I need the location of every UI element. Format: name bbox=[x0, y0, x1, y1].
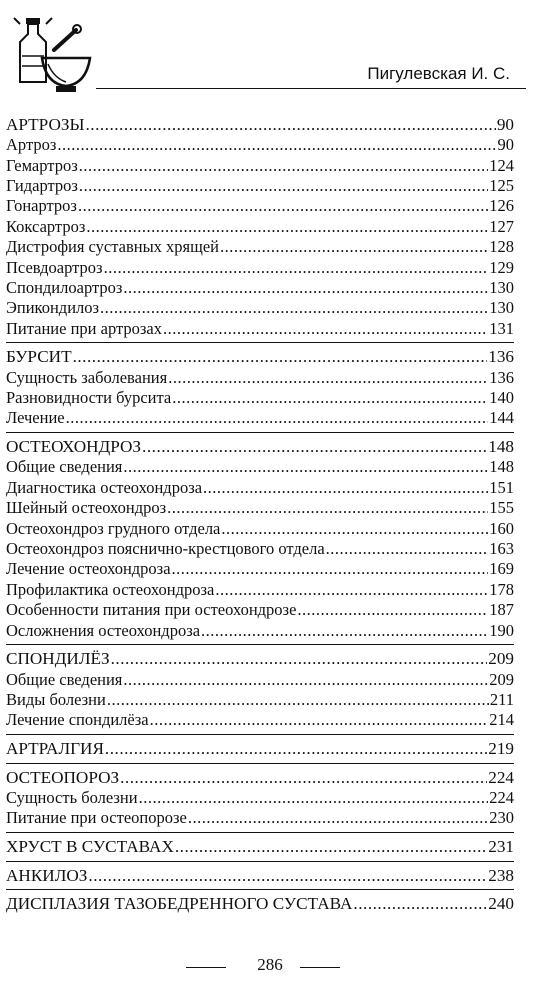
toc-entry bbox=[6, 135, 514, 155]
toc-entry bbox=[6, 519, 514, 539]
dot-leader bbox=[297, 600, 488, 620]
toc-section-entry bbox=[6, 436, 514, 457]
toc-entry bbox=[6, 621, 514, 641]
dot-leader bbox=[188, 808, 488, 828]
toc-entry bbox=[6, 457, 514, 477]
toc-entry-title: Лечение bbox=[6, 408, 65, 428]
dot-leader bbox=[163, 319, 488, 339]
toc-entry-page: 136 bbox=[488, 347, 514, 367]
toc-entry bbox=[6, 388, 514, 408]
toc-entry-page: 178 bbox=[489, 579, 514, 599]
toc-entry bbox=[6, 298, 514, 318]
header-rule bbox=[96, 88, 526, 89]
toc-entry-page: 155 bbox=[489, 498, 514, 518]
toc-entry-title: Артроз bbox=[6, 135, 57, 155]
dot-leader bbox=[105, 738, 487, 759]
dot-leader bbox=[175, 836, 487, 857]
toc-entry bbox=[6, 690, 514, 710]
toc-entry-page: 187 bbox=[489, 600, 514, 620]
dot-leader bbox=[57, 135, 496, 155]
page-header bbox=[0, 0, 540, 100]
toc-entry bbox=[6, 258, 514, 278]
toc-section-entry bbox=[6, 836, 514, 857]
toc-entry-title: СПОНДИЛЁЗ bbox=[6, 649, 110, 669]
toc-entry bbox=[6, 670, 514, 690]
dot-leader bbox=[201, 621, 488, 641]
section-divider bbox=[6, 734, 514, 735]
dot-leader bbox=[168, 368, 488, 388]
toc-entry bbox=[6, 408, 514, 428]
toc-entry bbox=[6, 176, 514, 196]
toc-entry-page: 209 bbox=[489, 669, 514, 689]
dot-leader bbox=[142, 436, 487, 457]
section-divider bbox=[6, 763, 514, 764]
dot-leader bbox=[215, 580, 488, 600]
toc-entry-page: 151 bbox=[489, 477, 514, 497]
toc-section-entry bbox=[6, 767, 514, 788]
toc-section-entry bbox=[6, 648, 514, 669]
footer-rule-left bbox=[186, 967, 226, 968]
toc-entry-title: АРТРАЛГИЯ bbox=[6, 739, 104, 759]
toc-entry-page: 130 bbox=[489, 277, 514, 297]
toc-section-entry bbox=[6, 114, 514, 135]
author-name: Пигулевская И. С. bbox=[367, 64, 510, 83]
dot-leader bbox=[123, 670, 488, 690]
toc-entry-title: АНКИЛОЗ bbox=[6, 865, 88, 885]
toc-entry-title: ДИСПЛАЗИЯ ТАЗОБЕДРЕННОГО СУСТАВА bbox=[6, 894, 353, 914]
toc-entry-page: 231 bbox=[488, 837, 514, 857]
toc-entry-title: ОСТЕОПОРОЗ bbox=[6, 767, 120, 787]
section-divider bbox=[6, 889, 514, 890]
toc-entry-title: Сущность болезни bbox=[6, 787, 138, 807]
toc-entry-page: 148 bbox=[488, 437, 514, 457]
toc-entry-title: Коксартроз bbox=[6, 216, 86, 236]
toc-entry bbox=[6, 196, 514, 216]
dot-leader bbox=[85, 114, 495, 135]
toc-entry-title: Гидартроз bbox=[6, 175, 78, 195]
dot-leader bbox=[172, 388, 488, 408]
toc-entry-title: Разновидности бурсита bbox=[6, 388, 172, 408]
dot-leader bbox=[107, 690, 489, 710]
dot-leader bbox=[111, 648, 488, 669]
toc-entry-title: Лечение спондилёза bbox=[6, 710, 149, 730]
section-divider bbox=[6, 832, 514, 833]
toc-entry-page: 219 bbox=[488, 739, 514, 759]
toc-entry bbox=[6, 498, 514, 518]
toc-entry-page: 169 bbox=[489, 559, 514, 579]
toc-entry bbox=[6, 319, 514, 339]
toc-entry-title: Шейный остеохондроз bbox=[6, 498, 167, 518]
pharmacy-mortar-icon bbox=[4, 8, 94, 98]
section-divider bbox=[6, 861, 514, 862]
dot-leader bbox=[203, 478, 488, 498]
toc-entry-title: Гонартроз bbox=[6, 196, 77, 216]
toc-entry-title: Профилактика остеохондроза bbox=[6, 579, 215, 599]
toc-section-entry bbox=[6, 893, 514, 914]
toc-entry-page: 90 bbox=[497, 135, 514, 155]
toc-entry bbox=[6, 278, 514, 298]
toc-entry bbox=[6, 559, 514, 579]
toc-entry-title: Остеохондроз грудного отдела bbox=[6, 518, 221, 538]
toc-section-entry bbox=[6, 865, 514, 886]
toc-entry-title: Сущность заболевания bbox=[6, 367, 168, 387]
dot-leader bbox=[150, 710, 489, 730]
toc-entry-page: 124 bbox=[489, 155, 514, 175]
toc-entry-page: 224 bbox=[488, 767, 514, 787]
toc-entry-title: Псевдоартроз bbox=[6, 257, 103, 277]
toc-entry-page: 163 bbox=[489, 538, 514, 558]
dot-leader bbox=[104, 258, 489, 278]
toc-entry-page: 190 bbox=[489, 620, 514, 640]
dot-leader bbox=[79, 176, 488, 196]
toc-entry-title: Виды болезни bbox=[6, 689, 106, 709]
dot-leader bbox=[120, 767, 487, 788]
toc-entry-page: 209 bbox=[488, 649, 514, 669]
toc-entry-title: Особенности питания при остеохондрозе bbox=[6, 600, 297, 620]
toc-entry bbox=[6, 710, 514, 730]
page-footer bbox=[0, 955, 540, 979]
toc-entry-title: Остеохондроз пояснично-крестцового отдела bbox=[6, 538, 325, 558]
toc-entry bbox=[6, 788, 514, 808]
dot-leader bbox=[139, 788, 489, 808]
toc-entry-page: 140 bbox=[489, 388, 514, 408]
toc-entry-page: 126 bbox=[489, 196, 514, 216]
toc-entry-title: Питание при остеопорозе bbox=[6, 808, 187, 828]
toc-entry-page: 125 bbox=[489, 175, 514, 195]
table-of-contents bbox=[6, 114, 514, 914]
toc-entry-page: 214 bbox=[489, 710, 514, 730]
dot-leader bbox=[326, 539, 489, 559]
toc-entry-page: 148 bbox=[489, 457, 514, 477]
toc-entry bbox=[6, 237, 514, 257]
toc-entry bbox=[6, 217, 514, 237]
toc-entry-title: Диагностика остеохондроза bbox=[6, 477, 203, 497]
toc-entry-title: Общие сведения bbox=[6, 457, 123, 477]
dot-leader bbox=[172, 559, 489, 579]
toc-entry-title: БУРСИТ bbox=[6, 347, 72, 367]
toc-entry-title: ХРУСТ В СУСТАВАХ bbox=[6, 837, 174, 857]
toc-entry-title: Общие сведения bbox=[6, 669, 123, 689]
dot-leader bbox=[73, 346, 488, 367]
toc-entry-page: 211 bbox=[489, 689, 514, 709]
toc-entry-title: Гемартроз bbox=[6, 155, 78, 175]
toc-entry-title: Спондилоартроз bbox=[6, 277, 123, 297]
toc-section-entry bbox=[6, 346, 514, 367]
toc-entry bbox=[6, 478, 514, 498]
dot-leader bbox=[220, 237, 488, 257]
toc-entry bbox=[6, 808, 514, 828]
dot-leader bbox=[88, 865, 487, 886]
toc-entry-page: 240 bbox=[488, 894, 514, 914]
toc-entry-page: 128 bbox=[489, 237, 514, 257]
dot-leader bbox=[86, 217, 488, 237]
section-divider bbox=[6, 342, 514, 343]
toc-entry-page: 160 bbox=[489, 518, 514, 538]
toc-section-entry bbox=[6, 738, 514, 759]
toc-entry bbox=[6, 580, 514, 600]
section-divider bbox=[6, 644, 514, 645]
toc-entry-title: АРТРОЗЫ bbox=[6, 115, 85, 134]
toc-entry-page: 127 bbox=[489, 216, 514, 236]
dot-leader bbox=[167, 498, 488, 518]
toc-entry-page: 230 bbox=[489, 808, 514, 828]
toc-entry-page: 136 bbox=[489, 367, 514, 387]
dot-leader bbox=[79, 156, 489, 176]
toc-entry bbox=[6, 600, 514, 620]
toc-entry-page: 129 bbox=[489, 257, 514, 277]
toc-entry-title: Осложнения остеохондроза bbox=[6, 620, 201, 640]
toc-entry-page: 144 bbox=[489, 408, 514, 428]
toc-entry-title: Лечение остеохондроза bbox=[6, 559, 171, 579]
toc-entry-page: 131 bbox=[489, 318, 514, 338]
dot-leader bbox=[123, 278, 488, 298]
toc-entry bbox=[6, 156, 514, 176]
toc-entry-title: ОСТЕОХОНДРОЗ bbox=[6, 437, 142, 457]
toc-entry-title: Эпикондилоз bbox=[6, 298, 100, 318]
toc-entry bbox=[6, 539, 514, 559]
toc-entry-page: 238 bbox=[488, 865, 514, 885]
toc-entry-page: 90 bbox=[496, 115, 514, 134]
dot-leader bbox=[221, 519, 488, 539]
dot-leader bbox=[78, 196, 488, 216]
section-divider bbox=[6, 432, 514, 433]
dot-leader bbox=[66, 408, 489, 428]
toc-entry-page: 224 bbox=[489, 787, 514, 807]
toc-entry-title: Питание при артрозах bbox=[6, 318, 162, 338]
toc-entry-page: 130 bbox=[489, 298, 514, 318]
dot-leader bbox=[353, 893, 487, 914]
toc-entry-title: Дистрофия суставных хрящей bbox=[6, 237, 220, 257]
page-number: 286 bbox=[257, 955, 283, 974]
dot-leader bbox=[123, 457, 488, 477]
footer-rule-right bbox=[300, 967, 340, 968]
dot-leader bbox=[100, 298, 488, 318]
toc-entry bbox=[6, 368, 514, 388]
